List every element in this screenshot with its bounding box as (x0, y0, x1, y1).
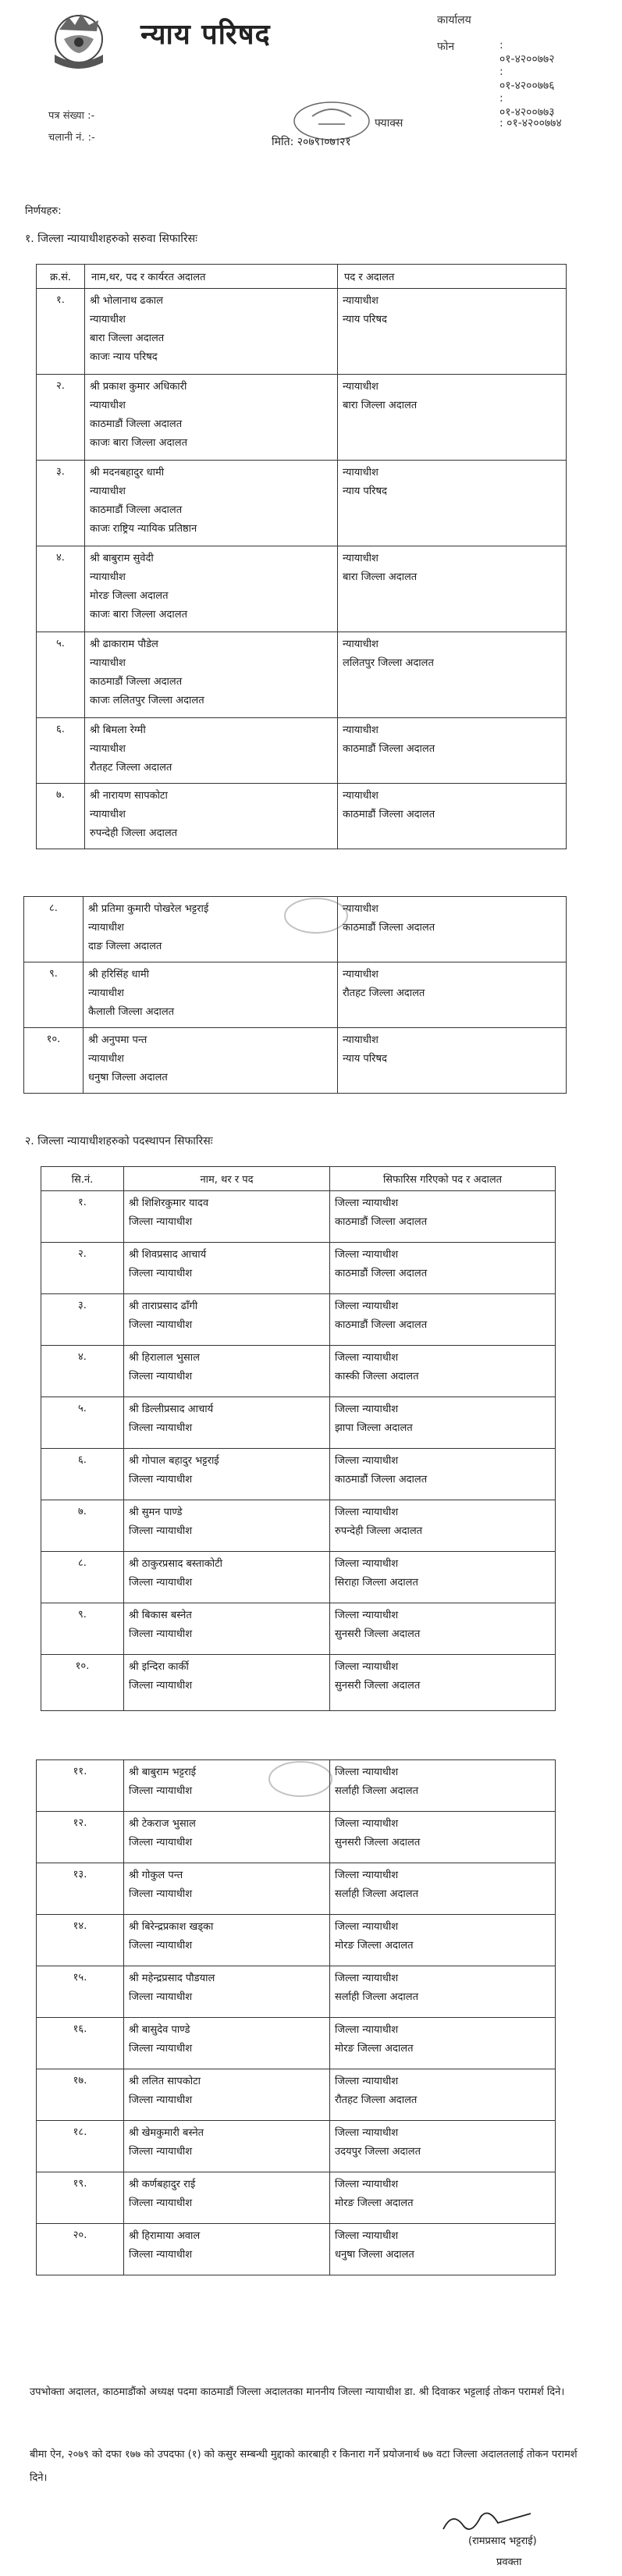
assignment-cell (338, 718, 567, 784)
cell-line: न्यायाधीश (343, 790, 379, 802)
cell-line: मोरङ जिल्ला अदालत (90, 590, 169, 602)
cell-line: जिल्ला न्यायाधीश (129, 1940, 193, 1952)
table-row (37, 784, 567, 849)
serial-number: ७. (37, 784, 85, 849)
cell-line: जिल्ला न्यायाधीश (335, 2179, 399, 2190)
posting-table-continued-body (37, 1760, 556, 2275)
judge-cell (124, 1500, 330, 1552)
cell-line: बारा जिल्ला अदालत (90, 333, 165, 344)
table-row (37, 2121, 556, 2172)
cell-line: धनुषा जिल्ला अदालत (88, 1072, 168, 1083)
cell-line: बारा जिल्ला अदालत (343, 571, 418, 583)
assignment-cell (330, 2069, 556, 2121)
cell-line: जिल्ला न्यायाधीश (129, 2197, 193, 2209)
table-row (41, 1346, 556, 1397)
judge-cell (124, 1191, 330, 1243)
judge-cell (124, 2224, 330, 2275)
judge-cell (124, 1346, 330, 1397)
cell-line: ललितपुर जिल्ला अदालत (343, 657, 434, 669)
ref-number-label: पत्र संख्या :- (48, 110, 95, 122)
cell-line: जिल्ला न्यायाधीश (335, 1558, 399, 1570)
fax-label: फ्याक्स (375, 117, 403, 130)
judge-cell (124, 2121, 330, 2172)
cell-line: जिल्ला न्यायाधीश (335, 1661, 399, 1673)
cell-line: न्यायाधीश (88, 1053, 124, 1065)
cell-line: जिल्ला न्यायाधीश (129, 1525, 193, 1537)
cell-line: जिल्ला न्यायाधीश (129, 1991, 193, 2003)
table-row (37, 2224, 556, 2275)
posting-table (41, 1166, 556, 1711)
cell-line: श्री अनुपमा पन्त (88, 1034, 148, 1046)
judge-cell (85, 546, 338, 632)
cell-line: जिल्ला न्यायाधीश (335, 2024, 399, 2036)
assignment-cell (338, 784, 567, 849)
cell-line: जिल्ला न्यायाधीश (129, 2146, 193, 2158)
table-row (41, 1243, 556, 1294)
cell-line: काठमाडौं जिल्ला अदालत (343, 922, 435, 934)
cell-line: झापा जिल्ला अदालत (335, 1422, 413, 1434)
col-header-from: नाम,थर, पद र कार्यरत अदालत (85, 265, 338, 289)
serial-number: १९. (37, 2172, 124, 2224)
table-row (24, 962, 567, 1028)
cell-line: जिल्ला न्यायाधीश (335, 1249, 399, 1261)
serial-number: ९. (24, 962, 84, 1028)
cell-line: न्यायाधीश (90, 314, 126, 326)
table-row (37, 1966, 556, 2018)
cell-line: जिल्ला न्यायाधीश (129, 1422, 193, 1434)
cell-line: जिल्ला न्यायाधीश (335, 1300, 399, 1312)
cell-line: जिल्ला न्यायाधीश (129, 1319, 193, 1331)
judge-cell (124, 2069, 330, 2121)
cell-line: श्री गोपाल बहादुर भट्टराई (129, 1455, 219, 1467)
cell-line: श्री प्रकाश कुमार अधिकारी (90, 381, 187, 393)
note-insurance-act: बीमा ऐन, २०७९ को दफा १७७ को उपदफा (१) को कसुर सम्बन्धी मुद्दाको कारबाही र किनारा गर्ने प्रयोजनार्थ ७७ वटा जिल्ला अदालतलाई तोकन परामर्श दिने। (30, 2449, 578, 2484)
cell-line: न्यायाधीश (343, 295, 379, 307)
cell-line: काजः ललितपुर जिल्ला अदालत (90, 695, 204, 706)
cell-line: श्री हिरामाया अवाल (129, 2230, 201, 2242)
cell-line: काठमाडौं जिल्ला अदालत (343, 743, 435, 755)
cell-line: जिल्ला न्यायाधीश (335, 2230, 399, 2242)
assignment-cell (330, 1812, 556, 1863)
judge-cell (124, 1655, 330, 1711)
judge-cell (124, 1243, 330, 1294)
serial-number: १४. (37, 1915, 124, 1966)
cell-line: न्यायाधीश (343, 381, 379, 393)
cell-line: जिल्ला न्यायाधीश (129, 1888, 193, 1900)
cell-line: न्यायाधीश (343, 553, 379, 564)
cell-line: श्री बिमला रेग्मी (90, 724, 146, 736)
cell-line: श्री नारायण सापकोटा (90, 790, 168, 802)
cell-line: सुनसरी जिल्ला अदालत (335, 1837, 421, 1848)
judge-cell (124, 2172, 330, 2224)
cell-line: श्री सुमन पाण्डे (129, 1507, 183, 1518)
phone-label: फोन (437, 41, 455, 53)
assignment-cell (330, 1760, 556, 1812)
section2-title: २. जिल्ला न्यायाधीशहरुको पदस्थापन सिफारिसः (25, 1135, 213, 1147)
assignment-cell (330, 2172, 556, 2224)
cell-line: सिराहा जिल्ला अदालत (335, 1577, 418, 1589)
section1-title: १. जिल्ला न्यायाधीशहरुको सरुवा सिफारिसः (25, 233, 197, 245)
judge-cell (124, 1397, 330, 1449)
cell-line: श्री ताराप्रसाद ढाँगी (129, 1300, 198, 1312)
cell-line: श्री प्रतिमा कुमारी पोखरेल भट्टराई (88, 903, 209, 915)
col-header-name: नाम, थर र पद (124, 1167, 330, 1191)
cell-line: न्यायाधीश (90, 400, 126, 411)
assignment-cell (338, 632, 567, 718)
cell-line: श्री बासुदेव पाण्डे (129, 2024, 190, 2036)
serial-number: २. (37, 375, 85, 461)
cell-line: जिल्ला न्यायाधीश (129, 2249, 193, 2261)
table-row (37, 718, 567, 784)
cell-line: श्री इन्दिरा कार्की (129, 1661, 189, 1673)
cell-line: श्री ललित सापकोटा (129, 2076, 201, 2087)
serial-number: १०. (41, 1655, 124, 1711)
cell-line: धनुषा जिल्ला अदालत (335, 2249, 414, 2261)
cell-line: जिल्ला न्यायाधीश (335, 2127, 399, 2139)
cell-line: जिल्ला न्यायाधीश (129, 1785, 193, 1797)
cell-line: काठमाडौं जिल्ला अदालत (90, 504, 183, 516)
table-row (41, 1655, 556, 1711)
table-row (41, 1552, 556, 1603)
assignment-cell (338, 289, 567, 375)
cell-line: श्री शिवप्रसाद आचार्य (129, 1249, 207, 1261)
cell-line: काठमाडौं जिल्ला अदालत (90, 676, 183, 688)
table-row (41, 1500, 556, 1552)
cell-line: सर्लाही जिल्ला अदालत (335, 1991, 418, 2003)
cell-line: जिल्ला न्यायाधीश (129, 1216, 193, 1228)
cell-line: दाङ जिल्ला अदालत (88, 941, 162, 952)
cell-line: मोरङ जिल्ला अदालत (335, 2043, 414, 2055)
judge-cell (124, 1603, 330, 1655)
cell-line: जिल्ला न्यायाधीश (335, 1921, 399, 1933)
table-row (37, 289, 567, 375)
table-row (37, 546, 567, 632)
serial-number: ४. (41, 1346, 124, 1397)
cell-line: जिल्ला न्यायाधीश (129, 2094, 193, 2106)
cell-line: काठमाडौं जिल्ला अदालत (335, 1216, 428, 1228)
judge-cell (84, 962, 338, 1028)
office-label: कार्यालय (437, 14, 471, 27)
cell-line: बारा जिल्ला अदालत (343, 400, 418, 411)
serial-number: ३. (37, 461, 85, 546)
decisions-heading: निर्णयहरु: (25, 205, 62, 217)
cell-line: काठमाडौं जिल्ला अदालत (343, 809, 435, 820)
serial-number: १. (41, 1191, 124, 1243)
cell-line: काठमाडौं जिल्ला अदालत (90, 418, 183, 430)
serial-number: १७. (37, 2069, 124, 2121)
serial-number: ४. (37, 546, 85, 632)
fax-value: : ०१-४२००७७४ (499, 117, 562, 130)
cell-line: जिल्ला न्यायाधीश (129, 1837, 193, 1848)
assignment-cell (330, 1346, 556, 1397)
posting-table-body (41, 1191, 556, 1711)
cell-line: जिल्ला न्यायाधीश (335, 1197, 399, 1209)
assignment-cell (330, 2018, 556, 2069)
table-row (37, 461, 567, 546)
serial-number: १६. (37, 2018, 124, 2069)
serial-number: ३. (41, 1294, 124, 1346)
serial-number: १३. (37, 1863, 124, 1915)
cell-line: जिल्ला न्यायाधीश (335, 1610, 399, 1621)
judge-cell (85, 718, 338, 784)
table-row (37, 2069, 556, 2121)
cell-line: श्री हरिसिंह धामी (88, 969, 149, 980)
cell-line: न्यायाधीश (343, 969, 379, 980)
assignment-cell (330, 1397, 556, 1449)
serial-number: ५. (41, 1397, 124, 1449)
table-row (24, 1028, 567, 1094)
note-consumer-court: उपभोक्ता अदालत, काठमाडौंको अध्यक्ष पदमा काठमाडौं जिल्ला अदालतका माननीय जिल्ला न्यायाधीश डा. श्री दिवाकर भट्टलाई तोकन परामर्श दिने। (30, 2386, 565, 2398)
cell-line: जिल्ला न्यायाधीश (335, 1818, 399, 1830)
table-row (41, 1397, 556, 1449)
cell-line: न्यायाधीश (90, 657, 126, 669)
table-row (41, 1191, 556, 1243)
assignment-cell (330, 1966, 556, 2018)
judge-cell (85, 632, 338, 718)
assignment-cell (330, 2121, 556, 2172)
cell-line: जिल्ला न्यायाधीश (129, 1680, 193, 1692)
cell-line: न्यायाधीश (88, 987, 124, 999)
cell-line: काजः राष्ट्रिय न्यायिक प्रतिष्ठान (90, 523, 197, 535)
cell-line: जिल्ला न्यायाधीश (129, 1371, 193, 1382)
cell-line: न्याय परिषद (343, 1053, 387, 1065)
cell-line: जिल्ला न्यायाधीश (335, 1870, 399, 1881)
table-row (37, 1915, 556, 1966)
cell-line: श्री हिरालाल भुसाल (129, 1352, 200, 1364)
cell-line: जिल्ला न्यायाधीश (335, 1507, 399, 1518)
table-row (41, 1603, 556, 1655)
serial-number: ८. (24, 897, 84, 962)
table-row (37, 1863, 556, 1915)
assignment-cell (338, 897, 567, 962)
judge-cell (124, 1812, 330, 1863)
cell-line: श्री ठाकुरप्रसाद बस्ताकोटी (129, 1558, 223, 1570)
col-header-sn-2: सि.नं. (41, 1167, 124, 1191)
table-row (37, 375, 567, 461)
nepal-emblem-icon (48, 8, 109, 75)
document-date: मिति: २०७९।०७।२१ (272, 136, 351, 148)
table-row (37, 2018, 556, 2069)
cell-line: रुपन्देही जिल्ला अदालत (90, 827, 178, 839)
serial-number: ६. (37, 718, 85, 784)
cell-line: श्री बिरेन्द्रप्रकाश खड्का (129, 1921, 214, 1933)
judge-cell (85, 289, 338, 375)
serial-number: १०. (24, 1028, 84, 1094)
assignment-cell (330, 1294, 556, 1346)
judge-cell (124, 1552, 330, 1603)
judge-cell (124, 1915, 330, 1966)
serial-number: ५. (37, 632, 85, 718)
cell-line: श्री ढाकाराम पौडेल (90, 639, 158, 650)
cell-line: सुनसरी जिल्ला अदालत (335, 1628, 421, 1640)
cell-line: श्री गोकुल पन्त (129, 1870, 183, 1881)
cell-line: श्री खेमकुमारी बस्नेत (129, 2127, 204, 2139)
cell-line: श्री महेन्द्रप्रसाद पौडयाल (129, 1973, 215, 1984)
dispatch-number-label: चलानी नं. :- (48, 132, 95, 144)
cell-line: काठमाडौं जिल्ला अदालत (335, 1268, 428, 1279)
phone-2: : ०१-४२००७७६ (499, 66, 555, 92)
cell-line: न्यायाधीश (343, 467, 379, 479)
cell-line: जिल्ला न्यायाधीश (129, 1474, 193, 1485)
cell-line: न्यायाधीश (343, 639, 379, 650)
cell-line: श्री कर्णबहादुर राई (129, 2179, 196, 2190)
cell-line: कैलाली जिल्ला अदालत (88, 1006, 175, 1018)
cell-line: न्यायाधीश (343, 1034, 379, 1046)
judge-cell (124, 1294, 330, 1346)
cell-line: जिल्ला न्यायाधीश (129, 1628, 193, 1640)
posting-table-continued (36, 1759, 556, 2275)
serial-number: ६. (41, 1449, 124, 1500)
transfer-table (36, 264, 567, 849)
assignment-cell (330, 1863, 556, 1915)
serial-number: ८. (41, 1552, 124, 1603)
cell-line: रुपन्देही जिल्ला अदालत (335, 1525, 423, 1537)
assignment-cell (338, 461, 567, 546)
cell-line: जिल्ला न्यायाधीश (335, 1404, 399, 1415)
cell-line: काजः न्याय परिषद (90, 351, 158, 363)
table-row (37, 2172, 556, 2224)
cell-line: न्यायाधीश (343, 724, 379, 736)
cell-line: जिल्ला न्यायाधीश (129, 1577, 193, 1589)
cell-line: न्यायाधीश (88, 922, 124, 934)
cell-line: श्री शिशिरकुमार यादव (129, 1197, 209, 1209)
assignment-cell (338, 375, 567, 461)
assignment-cell (330, 1655, 556, 1711)
cell-line: रौतहट जिल्ला अदालत (343, 987, 425, 999)
cell-line: न्यायाधीश (343, 903, 379, 915)
cell-line: जिल्ला न्यायाधीश (335, 1455, 399, 1467)
judge-cell (85, 375, 338, 461)
cell-line: काठमाडौं जिल्ला अदालत (335, 1474, 428, 1485)
cell-line: जिल्ला न्यायाधीश (129, 2043, 193, 2055)
cell-line: सुनसरी जिल्ला अदालत (335, 1680, 421, 1692)
cell-line: उदयपुर जिल्ला अदालत (335, 2146, 421, 2158)
cell-line: श्री टेकराज भुसाल (129, 1818, 196, 1830)
cell-line: रौतहट जिल्ला अदालत (90, 762, 172, 774)
cell-line: रौतहट जिल्ला अदालत (335, 2094, 418, 2106)
cell-line: मोरङ जिल्ला अदालत (335, 2197, 414, 2209)
cell-line: जिल्ला न्यायाधीश (129, 1268, 193, 1279)
serial-number: ७. (41, 1500, 124, 1552)
serial-number: १५. (37, 1966, 124, 2018)
cell-line: जिल्ला न्यायाधीश (335, 2076, 399, 2087)
serial-number: १. (37, 289, 85, 375)
cell-line: श्री बाबुराम सुवेदी (90, 553, 154, 564)
cell-line: जिल्ला न्यायाधीश (335, 1973, 399, 1984)
handwritten-signature (437, 2506, 538, 2537)
assignment-cell (330, 1191, 556, 1243)
cell-line: सर्लाही जिल्ला अदालत (335, 1888, 418, 1900)
cell-line: कास्की जिल्ला अदालत (335, 1371, 419, 1382)
cell-line: श्री बिकास बस्नेत (129, 1610, 192, 1621)
cell-line: श्री डिल्लीप्रसाद आचार्य (129, 1404, 214, 1415)
assignment-cell (330, 1500, 556, 1552)
assignment-cell (330, 1915, 556, 1966)
serial-number: ११. (37, 1760, 124, 1812)
cell-line: न्यायाधीश (90, 743, 126, 755)
cell-line: न्याय परिषद (343, 314, 387, 326)
serial-number: २०. (37, 2224, 124, 2275)
cell-line: मोरङ जिल्ला अदालत (335, 1940, 414, 1952)
cell-line: सर्लाही जिल्ला अदालत (335, 1785, 418, 1797)
assignment-cell (338, 962, 567, 1028)
cell-line: जिल्ला न्यायाधीश (335, 1767, 399, 1778)
faded-stamp-2 (265, 1758, 336, 1801)
assignment-cell (338, 546, 567, 632)
phone-3: : ०१-४२००७७३ (499, 92, 555, 119)
assignment-cell (330, 1603, 556, 1655)
cell-line: न्यायाधीश (90, 809, 126, 820)
cell-line: न्यायाधीश (90, 571, 126, 583)
judge-cell (84, 1028, 338, 1094)
cell-line: जिल्ला न्यायाधीश (335, 1352, 399, 1364)
judge-cell (85, 784, 338, 849)
org-name: न्याय परिषद (140, 19, 271, 51)
table-row (41, 1449, 556, 1500)
phone-1: : ०१-४२००७७२ (499, 39, 555, 66)
serial-number: २. (41, 1243, 124, 1294)
cell-line: श्री मदनबहादुर धामी (90, 467, 165, 479)
col-header-sn: क्र.सं. (37, 265, 85, 289)
cell-line: काजः बारा जिल्ला अदालत (90, 437, 187, 449)
table-row (37, 1812, 556, 1863)
faded-stamp (281, 895, 351, 938)
assignment-cell (338, 1028, 567, 1094)
table-row (41, 1294, 556, 1346)
cell-line: श्री भोलानाथ ढकाल (90, 295, 163, 307)
cell-line: न्यायाधीश (90, 486, 126, 497)
cell-line: श्री बाबुराम भट्टराई (129, 1767, 197, 1778)
assignment-cell (330, 2224, 556, 2275)
serial-number: ९. (41, 1603, 124, 1655)
signer-name: (रामप्रसाद भट्टराई) (468, 2535, 537, 2547)
judge-cell (124, 1863, 330, 1915)
signer-role: प्रवक्ता (496, 2556, 522, 2568)
judge-cell (85, 461, 338, 546)
col-header-recommended: सिफारिस गरिएको पद र अदालत (330, 1167, 556, 1191)
judge-cell (124, 1966, 330, 2018)
cell-line: न्याय परिषद (343, 486, 387, 497)
serial-number: १८. (37, 2121, 124, 2172)
assignment-cell (330, 1552, 556, 1603)
assignment-cell (330, 1449, 556, 1500)
col-header-to: पद र अदालत (338, 265, 567, 289)
judge-cell (124, 2018, 330, 2069)
transfer-table-body (37, 289, 567, 849)
serial-number: १२. (37, 1812, 124, 1863)
table-row (37, 632, 567, 718)
judge-cell (124, 1449, 330, 1500)
assignment-cell (330, 1243, 556, 1294)
cell-line: काजः बारा जिल्ला अदालत (90, 609, 187, 621)
cell-line: काठमाडौं जिल्ला अदालत (335, 1319, 428, 1331)
